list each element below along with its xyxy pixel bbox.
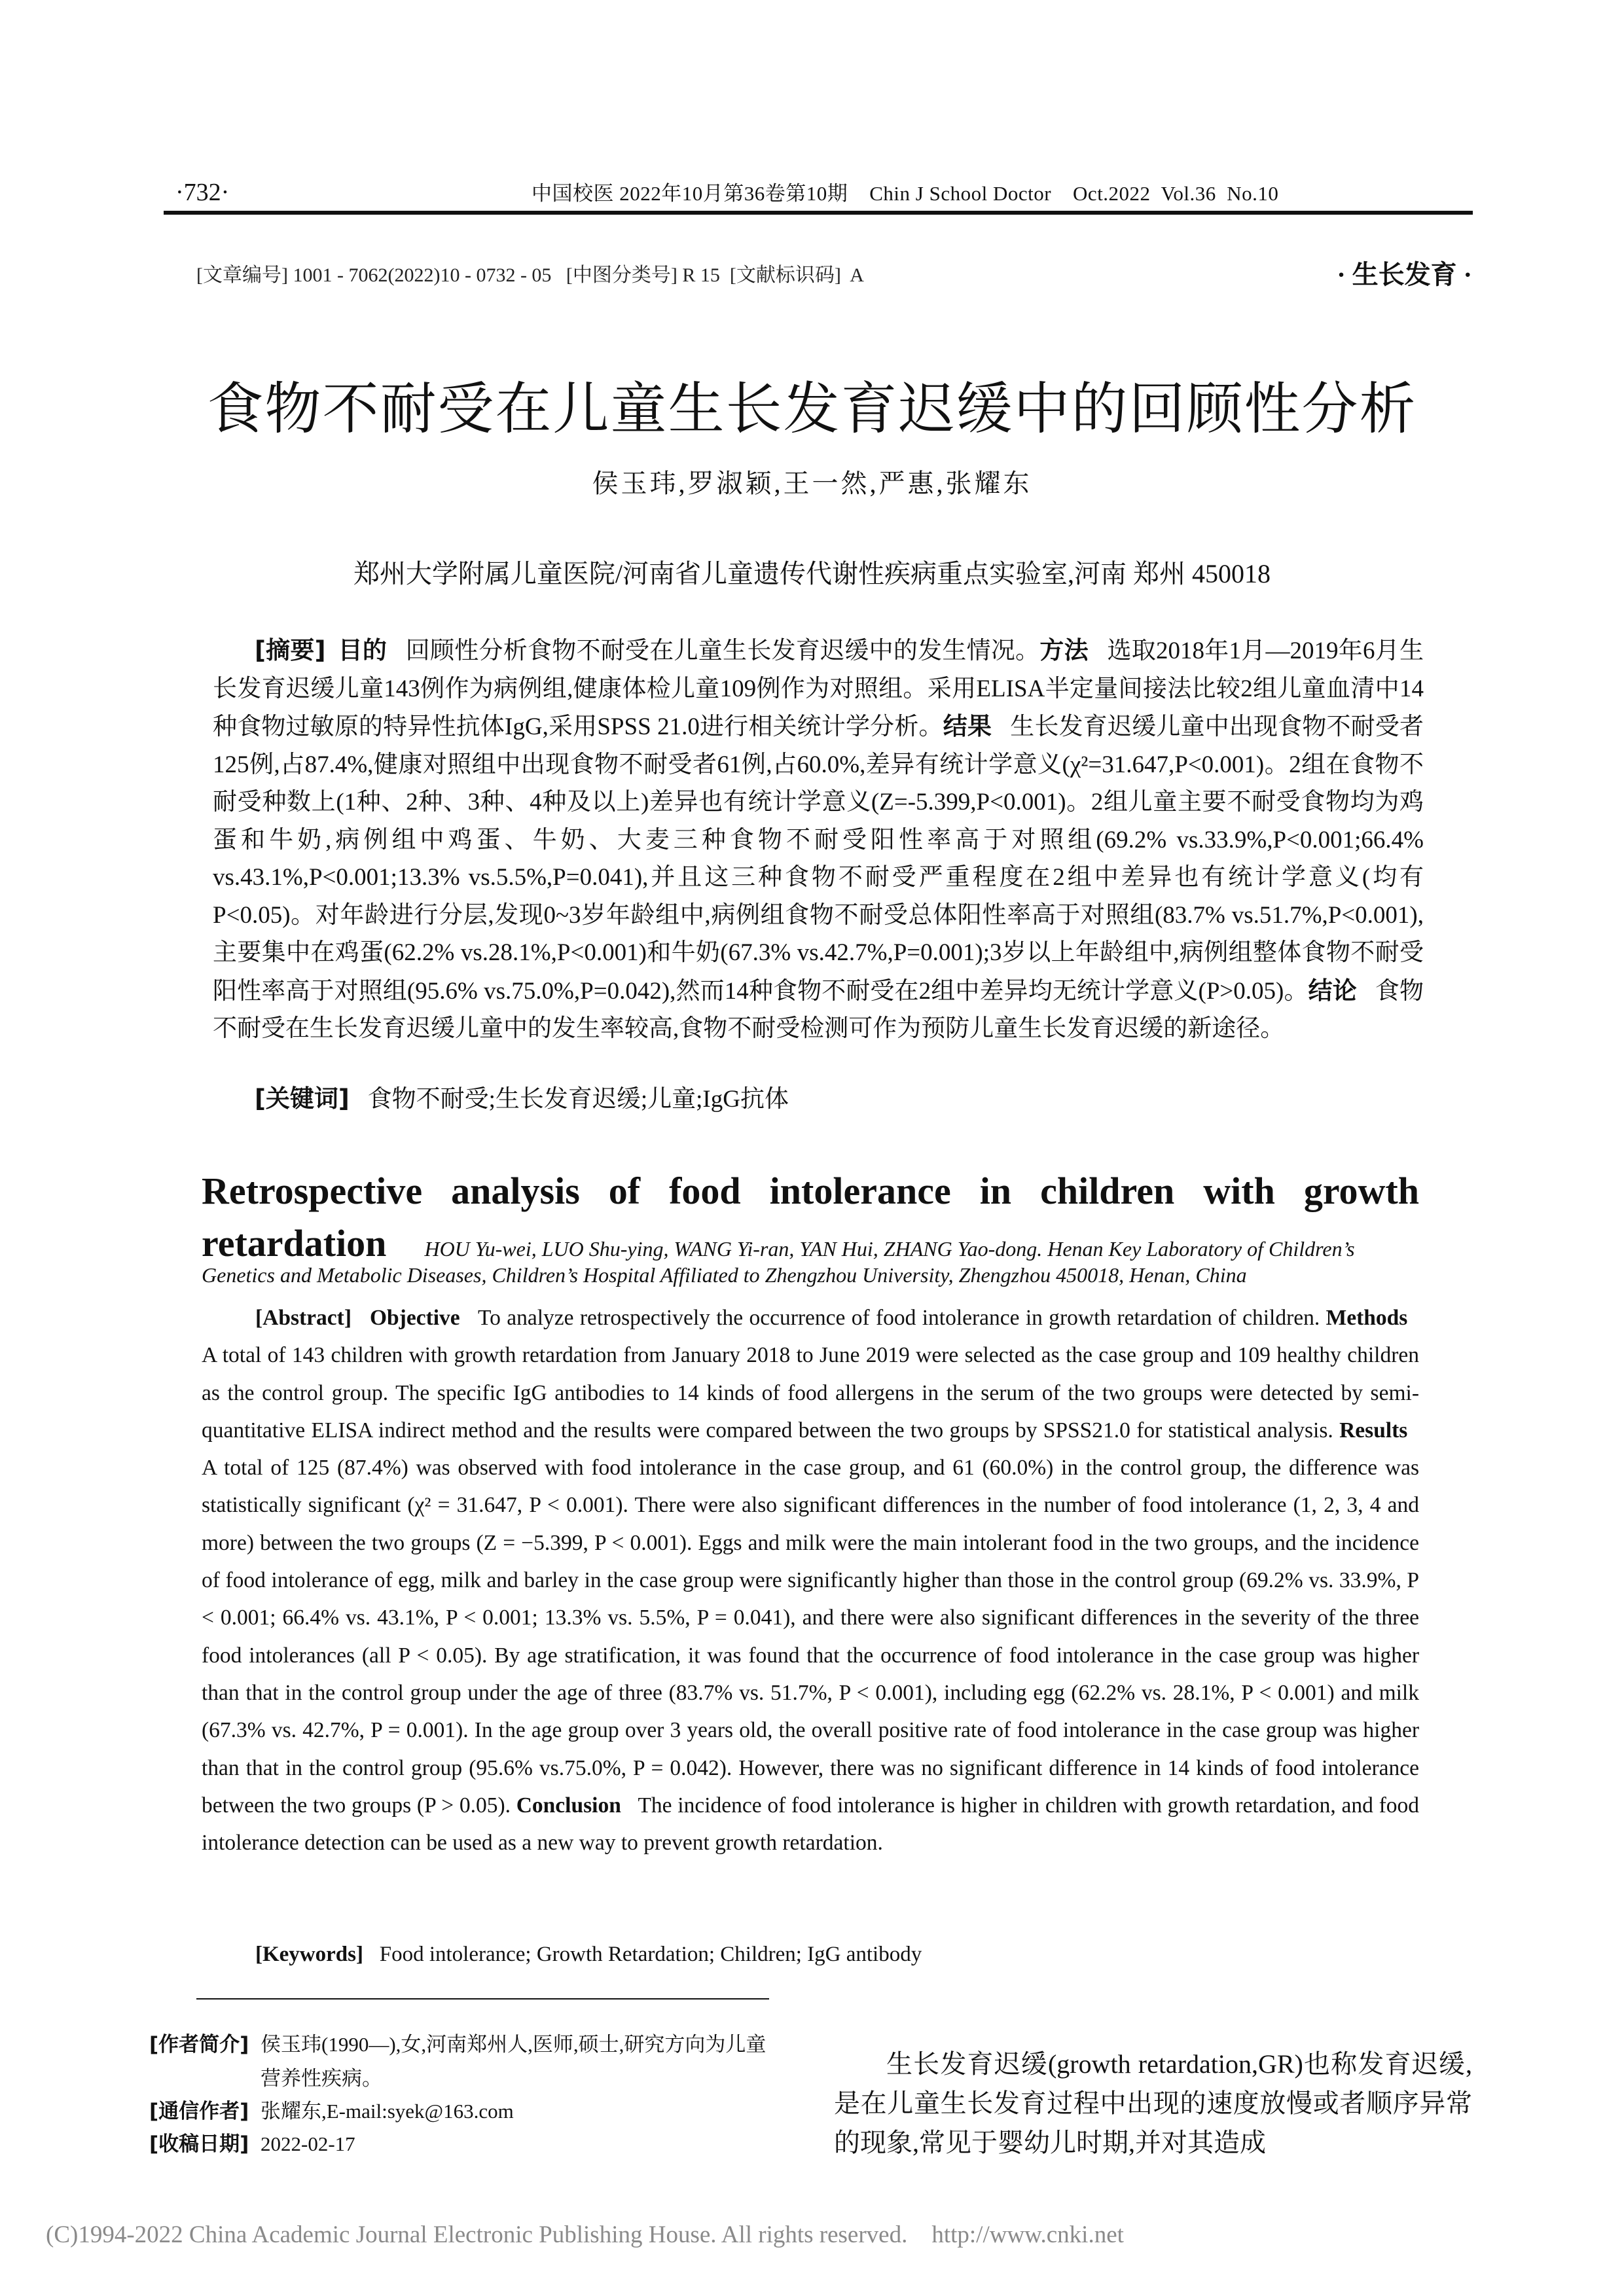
article-meta-line: [文章编号] 1001 - 7062(2022)10 - 0732 - 05 [中图分类号] R 15 [文献标识码] A	[196, 264, 864, 286]
footnote-corresponding	[149, 2094, 778, 2128]
page-number: ·732·	[175, 179, 230, 206]
abstract-cn-label: [摘要]	[255, 636, 326, 664]
article-title-en	[202, 1165, 1419, 1275]
objective-text-cn: 回顾性分析食物不耐受在儿童生长发育迟缓中的发生情况。	[405, 637, 1040, 664]
objective-text-en: To analyze retrospectively the occurrence of food intolerance in growth retardation of children.	[478, 1306, 1320, 1330]
conclusion-label-cn: 结论	[1308, 976, 1357, 1005]
journal-running-head: 中国校医 2022年10月第36卷第10期 Chin J School Doctor Oct.2022 Vol.36 No.10	[532, 182, 1279, 205]
affiliation-cn: 郑州大学附属儿童医院/河南省儿童遗传代谢性疾病重点实验室,河南 郑州 450018	[353, 559, 1271, 588]
keywords-en-label: [Keywords]	[255, 1943, 363, 1966]
authors-cn: 侯玉玮,罗淑颖,王一然,严惠,张耀东	[592, 469, 1032, 498]
abstract-en	[202, 1299, 1419, 1861]
footnote-received	[149, 2127, 778, 2161]
objective-label-cn: 目的	[338, 636, 388, 664]
methods-label-cn: 方法	[1039, 636, 1089, 664]
article-title-cn: 食物不耐受在儿童生长发育迟缓中的回顾性分析	[207, 376, 1417, 442]
footnote-rule	[196, 1998, 769, 2000]
body-intro-paragraph: 生长发育迟缓(growth retardation,GR)也称发育迟缓,是在儿童生长发育过程中出现的速度放慢或者顺序异常的现象,常见于婴幼儿时期,并对其造成	[834, 2049, 1472, 2157]
copyright-footer: (C)1994-2022 China Academic Journal Electronic Publishing House. All rights reserved. http://www.cnki.net	[46, 2221, 1124, 2248]
affiliation-en: Genetics and Metabolic Diseases, Children’s Hospital Affiliated to Zhengzhou University, Zhengzhou 450018, Henan, China	[202, 1263, 1247, 1287]
corresponding-text[interactable]: 张耀东,E-mail:syek@163.com	[261, 2100, 514, 2123]
conclusion-label-en: Conclusion	[516, 1793, 621, 1818]
results-text-cn: 生长发育迟缓儿童中出现食物不耐受者125例,占87.4%,健康对照组中出现食物不耐受者61例,占60.0%,差异有统计学意义(χ²=31.647,P<0.001)。2组在食物不耐受种数上(1种、2种、3种、4种及以上)差异也有统计学意义(Z=-5.399,P<0.001)。2组儿童主要不耐受食物均为鸡蛋和牛奶,病例组中鸡蛋、牛奶、大麦三种食物不耐受阳性率高于对照组(69.2% vs.33.9%,P<0.001;66.4% vs.43.1%,P<0.001;13.3% vs.5.5%,P=0.041),并且这三种食物不耐受严重程度在2组中差异也有统计学意义(均有P<0.05)。对年龄进行分层,发现0~3岁年龄组中,病例组食物不耐受总体阳性率高于对照组(83.7% vs.51.7%,P<0.001),主要集中在鸡蛋(62.2% vs.28.1%,P<0.001)和牛奶(67.3% vs.42.7%,P=0.001);3岁以上年龄组中,病例组整体食物不耐受阳性率高于对照组(95.6% vs.75.0%,P=0.042),然而14种食物不耐受在2组中差异均无统计学意义(P>0.05)。	[213, 713, 1424, 1005]
corresponding-label: [通信作者]	[149, 2100, 249, 2123]
objective-label-en: Objective	[369, 1306, 460, 1330]
keywords-en	[255, 1943, 922, 1967]
received-date: 2022-02-17	[261, 2132, 355, 2155]
received-label: [收稿日期]	[149, 2132, 249, 2156]
abstract-cn	[213, 632, 1424, 1048]
methods-text-cn: 选取2018年1月—2019年6月生长发育迟缓儿童143例作为病例组,健康体检儿童109例作为对照组。采用ELISA半定量间接法比较2组儿童血清中14种食物过敏原的特异性抗体IgG,采用SPSS 21.0进行相关统计学分析。	[213, 637, 1424, 740]
keywords-cn-label: [关键词]	[255, 1085, 350, 1113]
methods-text-en: A total of 143 children with growth retardation from January 2018 to June 2019 were selected as the case group and 109 healthy children as the control group. The specific IgG antibodies to 14 kinds of food allergens in the serum of the two groups were detected by semi-quantitative ELISA indirect method and the results were compared between the two groups by SPSS21.0 for statistical analysis.	[202, 1343, 1419, 1443]
column-tag: · 生长发育 ·	[1337, 260, 1472, 289]
author-intro-text: 侯玉玮(1990—),女,河南郑州人,医师,硕士,研究方向为儿童营养性疾病。	[261, 2033, 767, 2090]
keywords-cn-text: 食物不耐受;生长发育迟缓;儿童;IgG抗体	[367, 1086, 789, 1113]
author-intro-label: [作者简介]	[149, 2033, 249, 2056]
title-en-text: Retrospective analysis of food intolerance in children with growth retardation	[202, 1170, 1419, 1265]
results-text-en: A total of 125 (87.4%) was observed with food intolerance in the case group, and 61 (60.0%) in the control group, the difference was statistically significant (χ² = 31.647, P < 0.001). There were also significant differences in the number of food intolerance (1, 2, 3, 4 and more) between the two groups (Z = −5.399, P < 0.001). Eggs and milk were the main intolerant food in the two groups, and the incidence of food intolerance of egg, milk and barley in the case group were significantly higher than those in the control group (69.2% vs. 33.9%, P < 0.001; 66.4% vs. 43.1%, P < 0.001; 13.3% vs. 5.5%, P = 0.041), and there were also significant differences in the severity of the three food intolerances (all P < 0.05). By age stratification, it was found that the occurrence of food intolerance in the case group was higher than that in the control group under the age of three (83.7% vs. 51.7%, P < 0.001), including egg (62.2% vs. 28.1%, P < 0.001) and milk (67.3% vs. 42.7%, P = 0.001). In the age group over 3 years old, the overall positive rate of food intolerance in the case group was higher than that in the control group (95.6% vs.75.0%, P = 0.042). However, there was no significant difference in 14 kinds of food intolerance between the two groups (P > 0.05).	[202, 1456, 1419, 1818]
authors-en: HOU Yu-wei, LUO Shu-ying, WANG Yi-ran, YAN Hui, ZHANG Yao-dong. Henan Key Laboratory of Children’s	[424, 1237, 1355, 1261]
footnote-author-intro	[149, 2028, 778, 2096]
abstract-en-label: [Abstract]	[255, 1306, 352, 1330]
conclusion-text-cn: 食物不耐受在生长发育迟缓儿童中的发生率较高,食物不耐受检测可作为预防儿童生长发育迟缓的新途径。	[213, 977, 1424, 1042]
results-label-cn: 结果	[943, 712, 992, 740]
keywords-cn	[255, 1079, 789, 1114]
methods-label-en: Methods	[1326, 1306, 1408, 1330]
keywords-en-text: Food intolerance; Growth Retardation; Children; IgG antibody	[379, 1943, 922, 1966]
conclusion-text-en: The incidence of food intolerance is higher in children with growth retardation, and food intolerance detection can be used as a new way to prevent growth retardation.	[202, 1793, 1420, 1856]
header-rule	[164, 211, 1473, 215]
results-label-en: Results	[1339, 1418, 1408, 1443]
